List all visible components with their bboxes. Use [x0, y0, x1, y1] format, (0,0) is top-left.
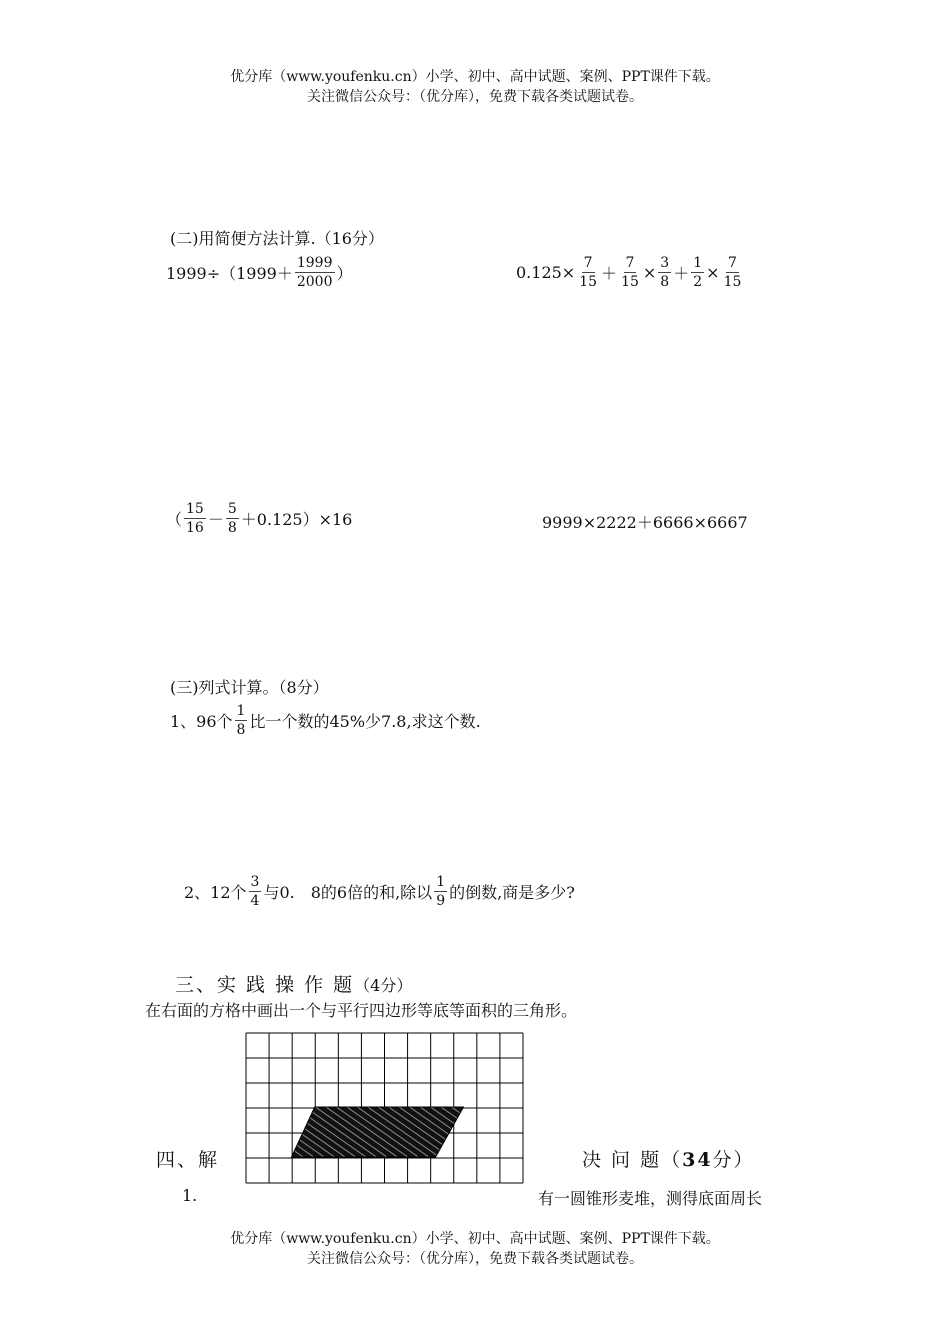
part-4-title-right: 决 问 题（ [582, 1149, 683, 1171]
part-3-score: （4分） [354, 976, 413, 995]
expr-text: 1999÷（1999＋ [166, 264, 293, 283]
problem-2-4: 9999×2222＋6666×6667 [542, 513, 748, 532]
fraction: $\frac{5}{8}$ [227, 501, 237, 536]
fraction: $\frac{3}{4}$ [250, 874, 260, 909]
part-4-score-tail: 分） [712, 1149, 755, 1171]
fraction: $\frac{7}{15}$ [579, 255, 598, 290]
fraction: $\frac{15}{16}$ [186, 501, 204, 536]
header-line-1: 优分库（www.youfenku.cn）小学、初中、高中试题、案例、PPT课件下载。 [230, 69, 720, 85]
problem-2-3: （ $\frac{15}{16}$ － $\frac{5}{8}$ ＋0.125）×16 [166, 501, 353, 536]
problem-2-2: 0.125× $\frac{7}{15}$ ＋ $\frac{7}{15}$ × $\frac{3}{8}$ ＋ $\frac{1}{2}$ × $\frac{7}{15}$ [516, 255, 742, 290]
part-4-score: 34 [682, 1149, 713, 1171]
problem-2-1 [166, 254, 353, 291]
section-3-title: (三)列式计算。（8分） [170, 678, 329, 697]
fraction: $\frac{7}{15}$ [621, 255, 639, 290]
parallelogram-shape [292, 1107, 464, 1157]
part-3-title: 三、实 践 操 作 题 [175, 974, 355, 996]
fraction: $\frac{1}{9}$ [436, 874, 446, 909]
header-line-2: 关注微信公众号：（优分库），免费下载各类试题试卷。 [307, 89, 643, 105]
fraction: $\frac{1}{2}$ [693, 255, 703, 290]
expr-text: ） [336, 264, 353, 283]
question-3-1: 1、96个 $\frac{1}{8}$ 比一个数的45%少7.8,求这个数. [170, 703, 481, 738]
section-2-title: (二)用简便方法计算.（16分） [170, 229, 384, 248]
fraction: $\frac{7}{15}$ [723, 255, 742, 290]
part-3-instruction: 在右面的方格中画出一个与平行四边形等底等面积的三角形。 [145, 1001, 578, 1020]
grid-svg [245, 1032, 524, 1184]
footer-line-2: 关注微信公众号：（优分库），免费下载各类试题试卷。 [307, 1251, 643, 1267]
part-4-q1-text: 有一圆锥形麦堆，测得底面周长 [538, 1189, 763, 1208]
fraction: $\frac{1999}{2000}$ [296, 255, 333, 290]
question-3-2: 2、12个 $\frac{3}{4}$ 与0. 8的6倍的和,除以 $\frac{1}{9}$ 的倒数,商是多少? [184, 874, 575, 909]
drawing-grid[interactable] [245, 1032, 524, 1188]
fraction: $\frac{1}{8}$ [236, 703, 246, 738]
part-3-heading [175, 970, 412, 997]
fraction: $\frac{3}{8}$ [660, 255, 670, 290]
part-4-title-right-group [582, 1145, 755, 1172]
part-4-q1-number: 1. [182, 1186, 198, 1205]
footer-line-1: 优分库（www.youfenku.cn）小学、初中、高中试题、案例、PPT课件下载。 [230, 1231, 720, 1247]
part-4-title-left: 四、解 [156, 1149, 220, 1171]
